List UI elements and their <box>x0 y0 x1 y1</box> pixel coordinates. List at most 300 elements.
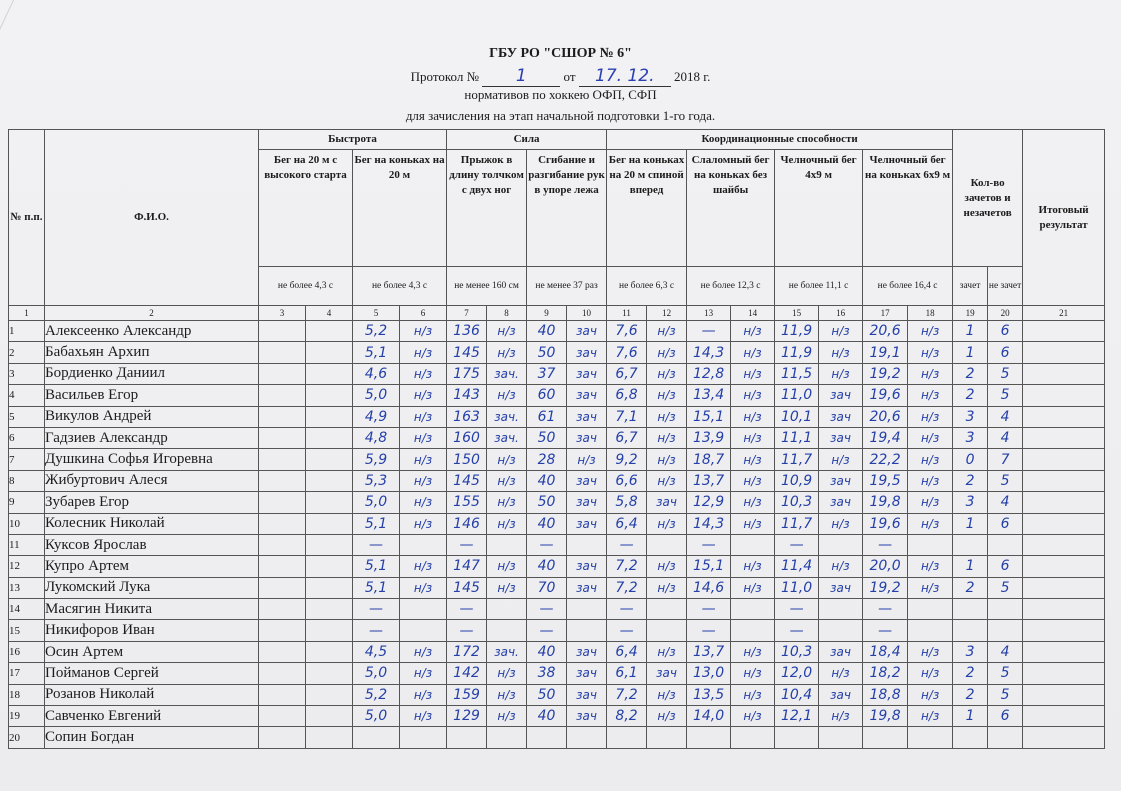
test-name-1: Бег на 20 м с высокого старта <box>259 150 353 267</box>
cell-col-14: н/з <box>731 663 775 684</box>
cell-col-10 <box>567 727 607 748</box>
cell-col-16 <box>819 534 863 555</box>
table-row <box>9 513 1105 534</box>
cell-col-18: н/з <box>908 406 953 427</box>
cell-col-18 <box>908 534 953 555</box>
cell-col-3 <box>259 599 306 620</box>
cell-col-17: — <box>863 620 908 641</box>
cell-col-7: 175 <box>447 363 487 384</box>
row-number: 19 <box>9 706 45 727</box>
cell-col-9: 38 <box>527 663 567 684</box>
row-number: 1 <box>9 321 45 342</box>
cell-col-21 <box>1023 492 1105 513</box>
cell-col-20: 5 <box>988 470 1023 491</box>
cell-col-3 <box>259 427 306 448</box>
cell-col-13: 14,0 <box>687 706 731 727</box>
cell-col-7: 145 <box>447 470 487 491</box>
cell-col-4 <box>306 427 353 448</box>
cell-col-20: 4 <box>988 406 1023 427</box>
cell-col-13: 18,7 <box>687 449 731 470</box>
cell-col-16: зач <box>819 470 863 491</box>
cell-col-17: 19,6 <box>863 385 908 406</box>
cell-col-8: н/з <box>487 663 527 684</box>
cell-col-12: н/з <box>647 385 687 406</box>
cell-col-19: 3 <box>953 406 988 427</box>
cell-col-18: н/з <box>908 492 953 513</box>
cell-col-15: 11,1 <box>775 427 819 448</box>
cell-col-13: 13,7 <box>687 641 731 662</box>
column-number: 5 <box>353 306 400 321</box>
cell-col-4 <box>306 556 353 577</box>
cell-col-3 <box>259 385 306 406</box>
cell-col-3 <box>259 321 306 342</box>
cell-col-20: 5 <box>988 577 1023 598</box>
cell-col-10: зач <box>567 492 607 513</box>
cell-col-15: 10,3 <box>775 492 819 513</box>
cell-col-11: 7,6 <box>607 321 647 342</box>
cell-col-5: 4,5 <box>353 641 400 662</box>
student-name: Бордиенко Даниил <box>45 363 259 384</box>
cell-col-9: 50 <box>527 684 567 705</box>
protocol-line <box>0 66 1121 87</box>
table-row <box>9 385 1105 406</box>
cell-col-17: 20,0 <box>863 556 908 577</box>
cell-col-21 <box>1023 321 1105 342</box>
cell-col-6: н/з <box>400 641 447 662</box>
cell-col-6: н/з <box>400 706 447 727</box>
cell-col-16: н/з <box>819 342 863 363</box>
cell-col-13: 12,8 <box>687 363 731 384</box>
test-norm-8: не более 16,4 с <box>863 267 953 306</box>
cell-col-4 <box>306 599 353 620</box>
row-number: 5 <box>9 406 45 427</box>
cell-col-10: зач <box>567 470 607 491</box>
cell-col-16: н/з <box>819 449 863 470</box>
cell-col-7: — <box>447 599 487 620</box>
student-name: Савченко Евгений <box>45 706 259 727</box>
cell-col-16: зач <box>819 684 863 705</box>
cell-col-18: н/з <box>908 427 953 448</box>
cell-col-3 <box>259 556 306 577</box>
cell-col-19: 2 <box>953 363 988 384</box>
column-number: 10 <box>567 306 607 321</box>
cell-col-19 <box>953 534 988 555</box>
cell-col-5: 5,1 <box>353 513 400 534</box>
results-table <box>8 129 1105 749</box>
table-row <box>9 706 1105 727</box>
cell-col-21 <box>1023 363 1105 384</box>
cell-col-13: 13,0 <box>687 663 731 684</box>
cell-col-17: 19,2 <box>863 577 908 598</box>
cell-col-21 <box>1023 684 1105 705</box>
cell-col-16: зач <box>819 385 863 406</box>
cell-col-19: 1 <box>953 556 988 577</box>
cell-col-9: 60 <box>527 385 567 406</box>
cell-col-18: н/з <box>908 449 953 470</box>
column-number: 8 <box>487 306 527 321</box>
cell-col-8: н/з <box>487 492 527 513</box>
cell-col-9: 40 <box>527 513 567 534</box>
cell-col-20: 4 <box>988 427 1023 448</box>
cell-col-10: зач <box>567 342 607 363</box>
cell-col-3 <box>259 342 306 363</box>
cell-col-13: — <box>687 534 731 555</box>
protocol-date-label: от <box>563 69 576 84</box>
cell-col-20: 5 <box>988 385 1023 406</box>
student-name: Пойманов Сергей <box>45 663 259 684</box>
cell-col-19: 2 <box>953 663 988 684</box>
test-norm-3: не менее 160 см <box>447 267 527 306</box>
cell-col-4 <box>306 449 353 470</box>
col-fail-header: не зачет <box>988 267 1023 306</box>
cell-col-20: 5 <box>988 363 1023 384</box>
cell-col-19: 3 <box>953 641 988 662</box>
cell-col-15: 11,9 <box>775 321 819 342</box>
cell-col-18 <box>908 620 953 641</box>
cell-col-11: — <box>607 620 647 641</box>
test-norm-6: не более 12,3 с <box>687 267 775 306</box>
cell-col-14: н/з <box>731 321 775 342</box>
column-number: 3 <box>259 306 306 321</box>
cell-col-20: 4 <box>988 492 1023 513</box>
cell-col-8: н/з <box>487 513 527 534</box>
cell-col-13: 12,9 <box>687 492 731 513</box>
cell-col-21 <box>1023 449 1105 470</box>
cell-col-7: 160 <box>447 427 487 448</box>
cell-col-15: — <box>775 534 819 555</box>
col-result-header: Итоговый результат <box>1023 130 1105 306</box>
cell-col-5: 4,6 <box>353 363 400 384</box>
cell-col-15: — <box>775 620 819 641</box>
column-number: 17 <box>863 306 908 321</box>
cell-col-13: 13,4 <box>687 385 731 406</box>
cell-col-5: 5,0 <box>353 706 400 727</box>
row-number: 9 <box>9 492 45 513</box>
cell-col-7: 136 <box>447 321 487 342</box>
cell-col-7: 129 <box>447 706 487 727</box>
cell-col-4 <box>306 492 353 513</box>
cell-col-7: 155 <box>447 492 487 513</box>
cell-col-12 <box>647 534 687 555</box>
cell-col-3 <box>259 577 306 598</box>
cell-col-16 <box>819 727 863 748</box>
cell-col-9: 40 <box>527 556 567 577</box>
cell-col-10 <box>567 534 607 555</box>
cell-col-19: 1 <box>953 513 988 534</box>
test-name-2: Бег на коньках на 20 м <box>353 150 447 267</box>
cell-col-11: 6,4 <box>607 641 647 662</box>
cell-col-8: н/з <box>487 385 527 406</box>
cell-col-6 <box>400 534 447 555</box>
test-name-5: Бег на коньках на 20 м спиной вперед <box>607 150 687 267</box>
cell-col-18: н/з <box>908 556 953 577</box>
cell-col-15: 11,9 <box>775 342 819 363</box>
cell-col-9: 37 <box>527 363 567 384</box>
cell-col-13: 13,7 <box>687 470 731 491</box>
cell-col-13: 13,9 <box>687 427 731 448</box>
cell-col-11: 5,8 <box>607 492 647 513</box>
cell-col-8: н/з <box>487 470 527 491</box>
cell-col-15: 11,5 <box>775 363 819 384</box>
cell-col-7: 145 <box>447 342 487 363</box>
cell-col-19: 2 <box>953 470 988 491</box>
cell-col-20: 4 <box>988 641 1023 662</box>
cell-col-11: 6,4 <box>607 513 647 534</box>
row-number: 2 <box>9 342 45 363</box>
cell-col-3 <box>259 684 306 705</box>
subtitle-line-2: для зачисления на этап начальной подготовки 1-го года. <box>405 108 716 123</box>
cell-col-16: зач <box>819 427 863 448</box>
cell-col-14 <box>731 599 775 620</box>
subtitle-line-1: нормативов по хоккею ОФП, СФП <box>464 87 657 102</box>
column-number: 11 <box>607 306 647 321</box>
cell-col-9 <box>527 727 567 748</box>
column-number: 20 <box>988 306 1023 321</box>
table-row <box>9 321 1105 342</box>
column-number: 18 <box>908 306 953 321</box>
column-number: 7 <box>447 306 487 321</box>
cell-col-17 <box>863 727 908 748</box>
cell-col-10: зач <box>567 406 607 427</box>
table-row <box>9 449 1105 470</box>
cell-col-10: зач <box>567 427 607 448</box>
cell-col-21 <box>1023 706 1105 727</box>
student-name: Жибуртович Алеся <box>45 470 259 491</box>
cell-col-14 <box>731 727 775 748</box>
cell-col-17: 19,8 <box>863 492 908 513</box>
cell-col-6: н/з <box>400 470 447 491</box>
cell-col-3 <box>259 706 306 727</box>
cell-col-14: н/з <box>731 513 775 534</box>
cell-col-16: н/з <box>819 513 863 534</box>
cell-col-12: н/з <box>647 556 687 577</box>
table-row <box>9 427 1105 448</box>
cell-col-7: — <box>447 620 487 641</box>
cell-col-7: 143 <box>447 385 487 406</box>
table-row <box>9 534 1105 555</box>
cell-col-8: зач. <box>487 363 527 384</box>
cell-col-20: 6 <box>988 513 1023 534</box>
cell-col-3 <box>259 406 306 427</box>
cell-col-21 <box>1023 727 1105 748</box>
cell-col-4 <box>306 363 353 384</box>
cell-col-12: н/з <box>647 321 687 342</box>
cell-col-13: — <box>687 321 731 342</box>
cell-col-15: 11,0 <box>775 577 819 598</box>
cell-col-3 <box>259 620 306 641</box>
cell-col-17: 19,5 <box>863 470 908 491</box>
cell-col-8: зач. <box>487 427 527 448</box>
cell-col-18: н/з <box>908 342 953 363</box>
column-number: 4 <box>306 306 353 321</box>
cell-col-8 <box>487 534 527 555</box>
column-number-row <box>9 306 1105 321</box>
cell-col-8: н/з <box>487 684 527 705</box>
cell-col-20: 6 <box>988 556 1023 577</box>
cell-col-10: зач <box>567 706 607 727</box>
row-number: 10 <box>9 513 45 534</box>
table-row <box>9 577 1105 598</box>
cell-col-3 <box>259 534 306 555</box>
cell-col-12: н/з <box>647 427 687 448</box>
student-name: Никифоров Иван <box>45 620 259 641</box>
cell-col-4 <box>306 534 353 555</box>
cell-col-8: зач. <box>487 406 527 427</box>
table-row <box>9 727 1105 748</box>
cell-col-20: 6 <box>988 321 1023 342</box>
cell-col-18: н/з <box>908 577 953 598</box>
column-number: 15 <box>775 306 819 321</box>
cell-col-5: — <box>353 534 400 555</box>
cell-col-6: н/з <box>400 385 447 406</box>
student-name: Зубарев Егор <box>45 492 259 513</box>
column-number: 1 <box>9 306 45 321</box>
cell-col-18: н/з <box>908 363 953 384</box>
cell-col-13: 14,3 <box>687 342 731 363</box>
cell-col-9: — <box>527 534 567 555</box>
cell-col-8: н/з <box>487 706 527 727</box>
cell-col-16: зач <box>819 492 863 513</box>
cell-col-11: 6,8 <box>607 385 647 406</box>
cell-col-14: н/з <box>731 577 775 598</box>
cell-col-8: н/з <box>487 556 527 577</box>
column-number: 2 <box>45 306 259 321</box>
cell-col-17: 20,6 <box>863 406 908 427</box>
column-number: 14 <box>731 306 775 321</box>
table-row <box>9 663 1105 684</box>
cell-col-17: 19,4 <box>863 427 908 448</box>
test-name-7: Челночный бег 4х9 м <box>775 150 863 267</box>
student-name: Васильев Егор <box>45 385 259 406</box>
cell-col-21 <box>1023 470 1105 491</box>
col-pass-header: зачет <box>953 267 988 306</box>
cell-col-9: 28 <box>527 449 567 470</box>
cell-col-7: 172 <box>447 641 487 662</box>
cell-col-20: 7 <box>988 449 1023 470</box>
column-number: 12 <box>647 306 687 321</box>
cell-col-10: зач <box>567 577 607 598</box>
cell-col-9: 70 <box>527 577 567 598</box>
cell-col-16 <box>819 599 863 620</box>
cell-col-4 <box>306 663 353 684</box>
cell-col-12: н/з <box>647 449 687 470</box>
cell-col-9: — <box>527 620 567 641</box>
cell-col-14 <box>731 534 775 555</box>
cell-col-5 <box>353 727 400 748</box>
row-number: 3 <box>9 363 45 384</box>
row-number: 6 <box>9 427 45 448</box>
cell-col-4 <box>306 470 353 491</box>
cell-col-18 <box>908 599 953 620</box>
cell-col-3 <box>259 663 306 684</box>
column-number: 13 <box>687 306 731 321</box>
cell-col-11: 7,2 <box>607 577 647 598</box>
cell-col-16: зач <box>819 406 863 427</box>
cell-col-6 <box>400 620 447 641</box>
cell-col-11: 7,2 <box>607 684 647 705</box>
row-number: 13 <box>9 577 45 598</box>
cell-col-20 <box>988 599 1023 620</box>
test-name-3: Прыжок в длину толчком с двух ног <box>447 150 527 267</box>
cell-col-21 <box>1023 599 1105 620</box>
cell-col-20: 6 <box>988 342 1023 363</box>
cell-col-5: 4,8 <box>353 427 400 448</box>
cell-col-4 <box>306 321 353 342</box>
row-number: 14 <box>9 599 45 620</box>
row-number: 12 <box>9 556 45 577</box>
cell-col-5: 5,0 <box>353 385 400 406</box>
cell-col-14: н/з <box>731 449 775 470</box>
cell-col-16 <box>819 620 863 641</box>
row-number: 8 <box>9 470 45 491</box>
cell-col-17: 18,8 <box>863 684 908 705</box>
cell-col-17: 20,6 <box>863 321 908 342</box>
cell-col-3 <box>259 470 306 491</box>
group-coordination: Координационные способности <box>607 130 953 150</box>
cell-col-8 <box>487 599 527 620</box>
table-row <box>9 363 1105 384</box>
cell-col-6: н/з <box>400 663 447 684</box>
cell-col-19: 1 <box>953 321 988 342</box>
cell-col-17: 18,4 <box>863 641 908 662</box>
cell-col-15: 10,4 <box>775 684 819 705</box>
cell-col-5: — <box>353 620 400 641</box>
cell-col-11 <box>607 727 647 748</box>
cell-col-14: н/з <box>731 684 775 705</box>
table-row <box>9 556 1105 577</box>
cell-col-14: н/з <box>731 427 775 448</box>
cell-col-13: 14,6 <box>687 577 731 598</box>
cell-col-15: 10,9 <box>775 470 819 491</box>
row-number: 17 <box>9 663 45 684</box>
row-number: 20 <box>9 727 45 748</box>
cell-col-7: 142 <box>447 663 487 684</box>
cell-col-4 <box>306 727 353 748</box>
cell-col-12: н/з <box>647 684 687 705</box>
cell-col-13: 15,1 <box>687 406 731 427</box>
cell-col-17: — <box>863 599 908 620</box>
cell-col-10: зач <box>567 385 607 406</box>
protocol-year: 2018 г. <box>674 69 711 84</box>
cell-col-8: зач. <box>487 641 527 662</box>
cell-col-21 <box>1023 513 1105 534</box>
cell-col-5: 5,2 <box>353 684 400 705</box>
cell-col-12 <box>647 599 687 620</box>
cell-col-14: н/з <box>731 556 775 577</box>
col-no-header: № п.п. <box>9 130 45 306</box>
cell-col-6: н/з <box>400 513 447 534</box>
cell-col-21 <box>1023 663 1105 684</box>
cell-col-17: 18,2 <box>863 663 908 684</box>
cell-col-16: н/з <box>819 663 863 684</box>
cell-col-8 <box>487 620 527 641</box>
cell-col-18: н/з <box>908 641 953 662</box>
cell-col-13 <box>687 727 731 748</box>
cell-col-20: 5 <box>988 663 1023 684</box>
cell-col-20 <box>988 727 1023 748</box>
cell-col-15: — <box>775 599 819 620</box>
cell-col-20 <box>988 620 1023 641</box>
cell-col-11: 7,2 <box>607 556 647 577</box>
row-number: 16 <box>9 641 45 662</box>
row-number: 18 <box>9 684 45 705</box>
cell-col-7: 150 <box>447 449 487 470</box>
test-name-8: Челночный бег на коньках 6х9 м <box>863 150 953 267</box>
cell-col-11: — <box>607 534 647 555</box>
cell-col-7: — <box>447 534 487 555</box>
cell-col-3 <box>259 492 306 513</box>
table-row <box>9 641 1105 662</box>
